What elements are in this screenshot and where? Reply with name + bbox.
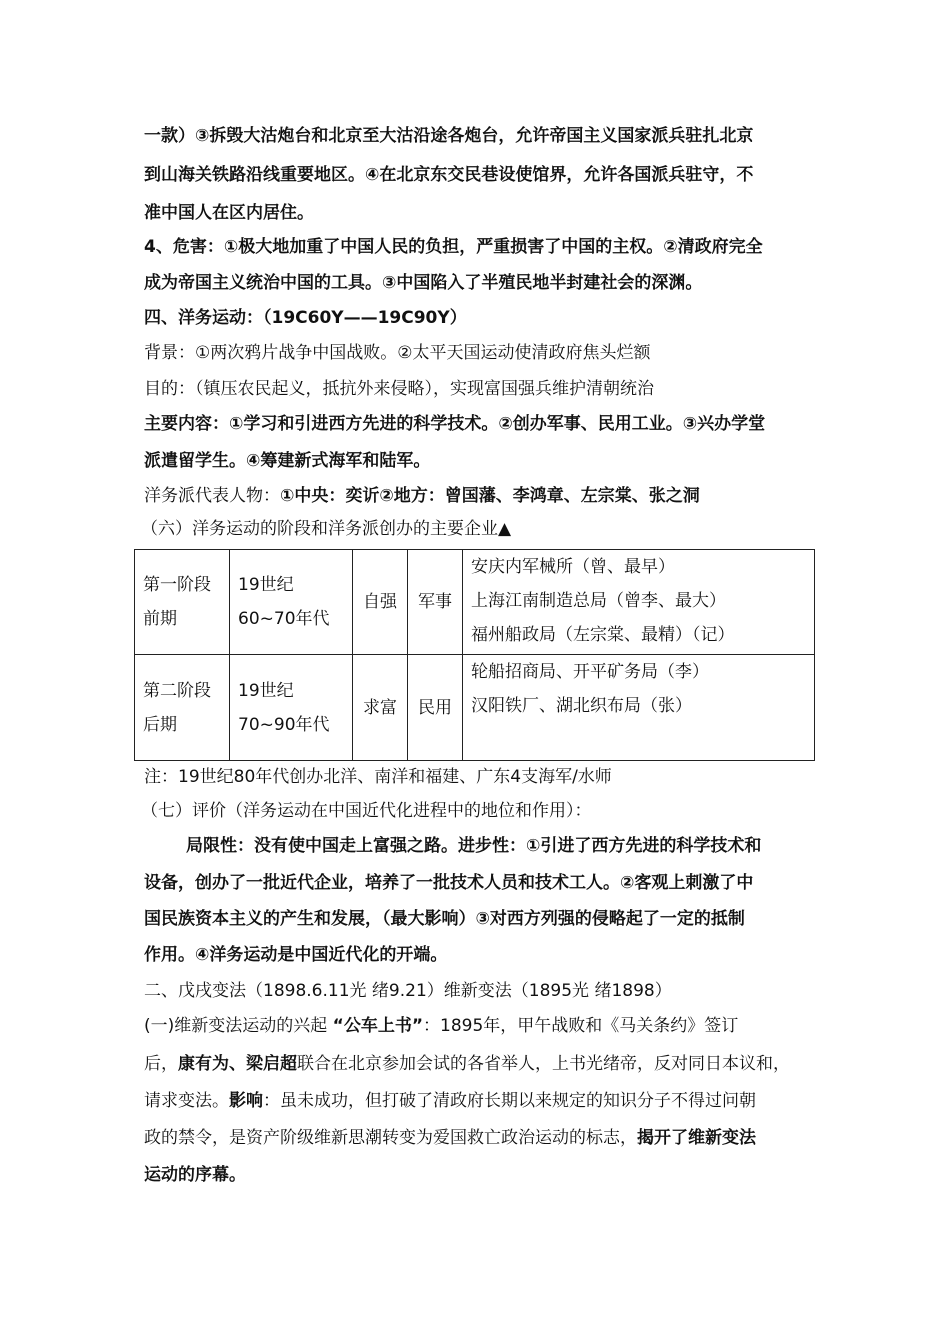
- section-heading: （七）评价（洋务运动在中国近代化进程中的地位和作用）：: [141, 801, 592, 821]
- text-line: 4、危害：①极大地加重了中国人民的负担，严重损害了中国的主权。②清政府完全: [144, 237, 763, 257]
- table-row: [135, 550, 815, 655]
- text-line: 背景：①两次鸦片战争中国战败。②太平天国运动使清政府焦头烂额: [144, 343, 651, 363]
- emphasis-text: “公车上书”: [332, 1016, 424, 1036]
- slogan-cell: 自强: [353, 550, 408, 655]
- text-line: 设备，创办了一批近代企业，培养了一批技术人员和技术工人。②客观上刺激了中: [144, 873, 754, 893]
- section-heading: 二、戊戌变法（1898.6.11光 绪9.21）维新变法（1895光 绪1898）: [144, 981, 672, 1001]
- stage-cell: 第二阶段 后期: [135, 655, 230, 761]
- text-line: 运动的序幕。: [144, 1165, 246, 1185]
- text-line: [144, 484, 700, 508]
- table-row: [135, 655, 815, 761]
- period-cell: 19世纪 60~70年代: [230, 550, 353, 655]
- text-line: 作用。④洋务运动是中国近代化的开端。: [144, 945, 448, 965]
- text-line: 到山海关铁路沿线重要地区。④在北京东交民巷设使馆界，允许各国派兵驻守，不: [144, 165, 754, 185]
- stage-cell: 第一阶段 前期: [135, 550, 230, 655]
- text-line: (一)维新变法运动的兴起 “公车上书”：1895年，甲午战败和《马关条约》签订: [144, 1016, 739, 1036]
- label-text: 洋务派代表人物：: [144, 486, 280, 506]
- slogan-cell: 求富: [353, 655, 408, 761]
- text-line: 后，康有为、梁启超联合在北京参加会试的各省举人，上书光绪帝，反对同日本议和，: [144, 1054, 790, 1074]
- emphasis-text: 影响: [229, 1091, 263, 1111]
- text-line: 主要内容：①学习和引进西方先进的科学技术。②创办军事、民用工业。③兴办学堂: [144, 414, 766, 434]
- emphasis-text: 揭开了维新变法: [637, 1128, 756, 1148]
- text-line: 一款）③拆毁大沽炮台和北京至大沽沿途各炮台，允许帝国主义国家派兵驻扎北京: [144, 126, 754, 146]
- text-line: 目的：（镇压农民起义，抵抗外来侵略），实现富国强兵维护清朝统治: [144, 379, 654, 399]
- text-line: 国民族资本主义的产生和发展，（最大影响）③对西方列强的侵略起了一定的抵制: [144, 909, 745, 929]
- text-line: 局限性：没有使中国走上富强之路。进步性：①引进了西方先进的科学技术和: [186, 836, 762, 856]
- text-line: 请求变法。影响：虽未成功，但打破了清政府长期以来规定的知识分子不得过问朝: [144, 1091, 756, 1111]
- text-line: 成为帝国主义统治中国的工具。③中国陷入了半殖民地半封建社会的深渊。: [144, 273, 703, 293]
- type-cell: 民用: [408, 655, 463, 761]
- text-line: 准中国人在区内居住。: [144, 203, 314, 223]
- type-cell: 军事: [408, 550, 463, 655]
- emphasis-text: 康有为、梁启超: [178, 1054, 297, 1074]
- table-note: 注：19世纪80年代创办北洋、南洋和福建、广东4支海军/水师: [144, 767, 612, 787]
- section-heading: 四、洋务运动：（19C60Y——19C90Y）: [144, 308, 467, 328]
- text-line: 政的禁令，是资产阶级维新思潮转变为爱国救亡政治运动的标志，揭开了维新变法: [144, 1128, 756, 1148]
- period-cell: 19世纪 70~90年代: [230, 655, 353, 761]
- emphasis-text: ①中央：奕䜣②地方：曾国藩、李鸿章、左宗棠、张之洞: [280, 486, 700, 506]
- text-line: 派遣留学生。④筹建新式海军和陆军。: [144, 451, 431, 471]
- table-caption: （六）洋务运动的阶段和洋务派创办的主要企业▲: [141, 519, 512, 539]
- enterprises-cell: 安庆内军械所（曾、最早） 上海江南制造总局（曾李、最大） 福州船政局（左宗棠、最精）（记）: [463, 550, 815, 655]
- enterprise-table: [134, 549, 815, 761]
- enterprises-cell: 轮船招商局、开平矿务局（李） 汉阳铁厂、湖北织布局（张）: [463, 655, 815, 761]
